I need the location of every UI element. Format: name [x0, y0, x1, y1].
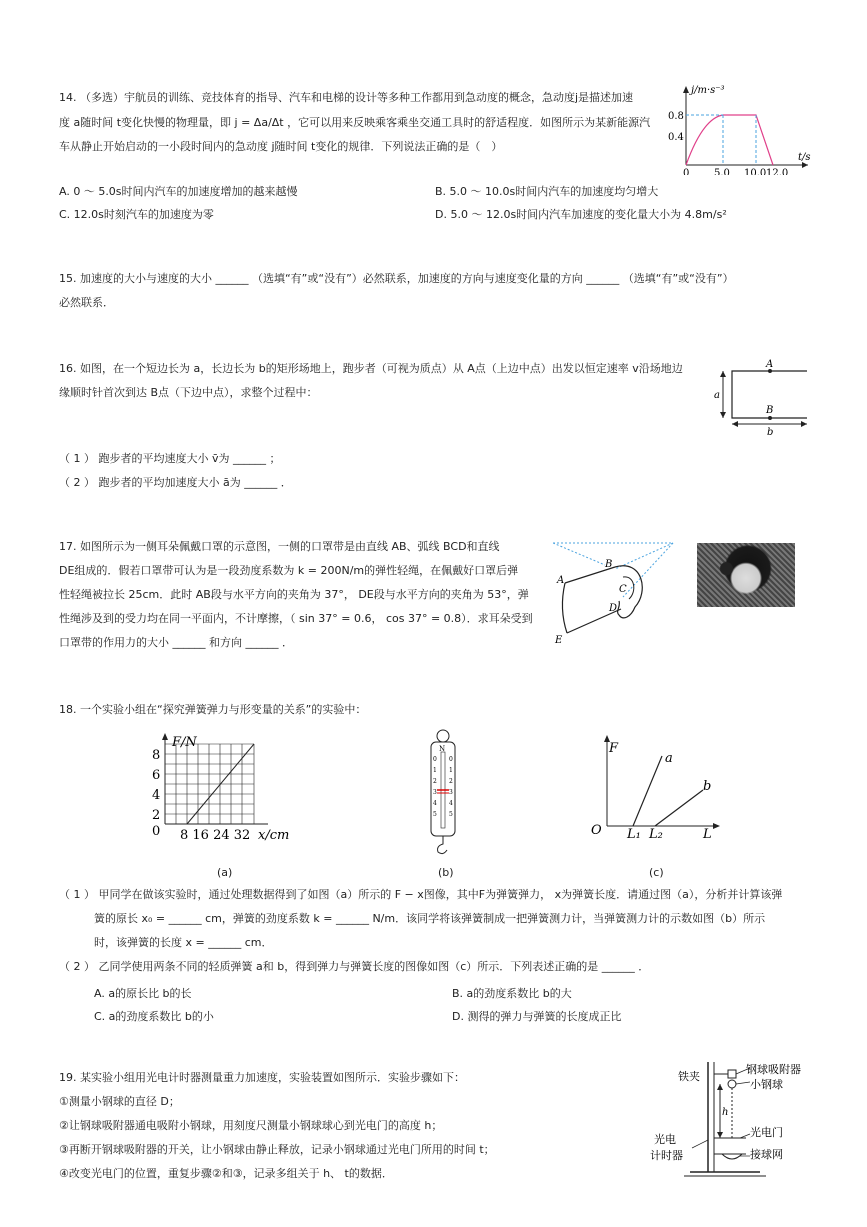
q15-line2: 必然联系． [59, 296, 114, 309]
q19-step4: ④改变光电门的位置，重复步骤②和③，记录多组关于 h、 t的数据． [59, 1167, 393, 1180]
q17-line4: 性绳涉及到的受力均在同一平面内，不计摩擦，（ sin 37° = 0.6， cos 37° = 0.8）．求耳朵受到 [59, 612, 533, 625]
q16-sub2: （ 2 ） 跑步者的平均加速度大小 ā为 ______ ． [59, 476, 292, 489]
q19-step1: ①测量小钢球的直径 D； [59, 1095, 180, 1108]
q18-fig-a [150, 732, 300, 847]
q16-label-B: B [766, 405, 774, 416]
q17-label-D: D [609, 603, 618, 614]
q18c-L1: L₁ [627, 827, 641, 842]
q16-sub1: （ 1 ） 跑步者的平均速度大小 v̄为 ______ ； [59, 452, 281, 465]
q18c-b: b [703, 779, 712, 794]
q18-fig-b-spring-scale [418, 728, 468, 858]
q18b-scale: 1 [433, 767, 437, 774]
q18b-caption: (b) [438, 866, 454, 879]
q17-photo [697, 543, 795, 607]
q18-fig-c [585, 734, 725, 844]
q16-label-A: A [766, 359, 774, 370]
q14-graph-ylabel: j/m·s⁻³ [691, 85, 725, 96]
q19-line1: 19. 某实验小组用光电计时器测量重力加速度，实验装置如图所示．实验步骤如下： [59, 1071, 465, 1084]
q18b-scale: 0 [433, 756, 437, 763]
q17-line1: 17. 如图所示为一侧耳朵佩戴口罩的示意图，一侧的口罩带是由直线 AB、弧线 BCD和直线 [59, 540, 500, 553]
q17-label-A: A [557, 575, 565, 586]
q18-option-b: B. a的劲度系数比 b的大 [452, 987, 572, 1000]
q18-p1-line2: 簧的原长 x₀ = ______ cm，弹簧的劲度系数 k = ______ N/m．该同学将该弹簧制成一把弹簧测力计，当弹簧测力计的示数如图（b）所示 [94, 912, 766, 925]
q19-fig-adsorber: 钢球吸附器 [746, 1063, 801, 1076]
q19-step3: ③再断开钢球吸附器的开关，让小钢球由静止释放，记录小钢球通过光电门所用的时间 t； [59, 1143, 495, 1156]
q18b-scale: 2 [433, 778, 437, 785]
q15-line1: 15. 加速度的大小与速度的大小 ______ （选填“有”或“没有”）必然联系，加速度的方向与速度变化量的方向 ______ （选填“有”或“没有”） [59, 272, 734, 285]
q19-fig-ball: 小钢球 [750, 1078, 783, 1091]
q14-graph-xtick: 10.0 [744, 168, 767, 175]
q18b-scale: 5 [433, 811, 437, 818]
q18b-scale: 1 [449, 767, 453, 774]
q18a-ytick: 8 [152, 748, 161, 763]
q14-jt-graph [668, 80, 818, 175]
q17-ear-figure [553, 537, 678, 647]
q18c-L2: L₂ [649, 827, 663, 842]
q17-line2: DE组成的．假若口罩带可认为是一段劲度系数为 k = 200N/m的弹性轻绳，在佩戴好口罩后弹 [59, 564, 519, 577]
q18-p2: （ 2 ） 乙同学使用两条不同的轻质弹簧 a和 b，得到弹力与弹簧长度的图像如图（c）所示．下列表述正确的是 ______ ． [59, 960, 650, 973]
q18b-top: N [439, 745, 446, 753]
q18b-scale: 5 [449, 811, 453, 818]
q14-graph-ytick: 0.8 [668, 111, 684, 122]
q19-fig-timer2: 计时器 [650, 1149, 683, 1162]
q19-fig-clamp: 铁夹 [678, 1070, 700, 1083]
q14-graph-ytick: 0.4 [668, 132, 684, 143]
q16-line1: 16. 如图，在一个短边长为 a，长边长为 b的矩形场地上，跑步者（可视为质点）从 A点（上边中点）出发以恒定速率 v沿场地边 [59, 362, 683, 375]
q18a-ytick: 4 [152, 788, 161, 803]
q18a-xlabel: x/cm [258, 828, 290, 843]
q18b-scale: 0 [449, 756, 453, 763]
q18a-ytick: 6 [152, 768, 161, 783]
q19-fig-gate: 光电门 [750, 1126, 783, 1139]
q18b-scale: 3 [433, 789, 437, 796]
q17-line3: 性轻绳被拉长 25cm．此时 AB段与水平方向的夹角为 37°， DE段与水平方向的夹角为 53°，弹 [59, 588, 529, 601]
q14-line2: 度 a随时间 t变化快慢的物理量，即 j = Δa/Δt ，它可以用来反映乘客乘坐交通工具时的舒适程度．如图所示为某新能源汽 [59, 116, 651, 129]
q18c-caption: (c) [649, 866, 664, 879]
q19-fig-net: 接球网 [750, 1148, 783, 1161]
q18-line1: 18. 一个实验小组在“探究弹簧弹力与形变量的关系”的实验中： [59, 703, 367, 716]
q17-label-C: C [619, 584, 627, 595]
q18-option-d: D. 测得的弹力与弹簧的长度成正比 [452, 1010, 622, 1023]
q19-fig-h: h [722, 1107, 729, 1118]
q16-label-a: a [714, 390, 720, 401]
q14-option-b: B. 5.0 ～ 10.0s时间内汽车的加速度均匀增大 [435, 185, 659, 198]
q14-graph-xtick: 12.0 [766, 168, 789, 175]
q18-p1-line1: （ 1 ） 甲同学在做该实验时，通过处理数据得到了如图（a）所示的 F − x图像，其中F为弹簧弹力， x为弹簧长度．请通过图（a），分析并计算该弹 [59, 888, 783, 901]
q18a-ylabel: F/N [172, 735, 197, 750]
q14-option-a: A. 0 ～ 5.0s时间内汽车的加速度增加的越来越慢 [59, 185, 298, 198]
q14-graph-xtick: 0 [683, 168, 690, 175]
q19-fig-timer1: 光电 [654, 1133, 676, 1146]
q17-label-B: B [605, 559, 613, 570]
q18-p1-line3: 时，该弹簧的长度 x = ______ cm． [94, 936, 273, 949]
q14-graph-xtick: 5.0 [714, 168, 730, 175]
q18c-a: a [665, 751, 673, 766]
q14-graph-xlabel: t/s [798, 152, 811, 163]
q14-option-d: D. 5.0 ～ 12.0s时间内汽车加速度的变化量大小为 4.8m/s² [435, 208, 727, 221]
q17-label-E: E [555, 635, 563, 646]
q19-apparatus-figure [650, 1060, 820, 1180]
q14-line1: 14. （多选）宇航员的训练、竞技体育的指导、汽车和电梯的设计等多种工作都用到急动度的概念，急动度j是描述加速 [59, 91, 634, 104]
q18-option-c: C. a的劲度系数比 b的小 [94, 1010, 214, 1023]
q17-line5: 口罩带的作用力的大小 ______ 和方向 ______ ． [59, 636, 293, 649]
q18a-ytick: 0 [152, 824, 161, 839]
q16-label-b: b [767, 427, 774, 435]
q18a-xticks: 8 16 24 32 [180, 828, 251, 843]
q18a-caption: (a) [217, 866, 233, 879]
q19-step2: ②让钢球吸附器通电吸附小钢球，用刻度尺测量小钢球球心到光电门的高度 h； [59, 1119, 443, 1132]
q14-option-c: C. 12.0s时刻汽车的加速度为零 [59, 208, 214, 221]
q18-option-a: A. a的原长比 b的长 [94, 987, 192, 1000]
q18b-scale: 3 [449, 789, 453, 796]
q18a-ytick: 2 [152, 808, 161, 823]
q16-line2: 缘顺时针首次到达 B点（下边中点），求整个过程中： [59, 386, 318, 399]
q14-line3: 车从静止开始启动的一小段时间内的急动度 j随时间 t变化的规律．下列说法正确的是（ ） [59, 140, 503, 153]
q18c-F: F [609, 741, 619, 756]
q18c-L: L [703, 827, 712, 842]
q16-rect-figure [712, 355, 812, 435]
q18c-O: O [591, 823, 602, 838]
q18b-scale: 4 [449, 800, 453, 807]
q18b-scale: 4 [433, 800, 437, 807]
q18b-scale: 2 [449, 778, 453, 785]
